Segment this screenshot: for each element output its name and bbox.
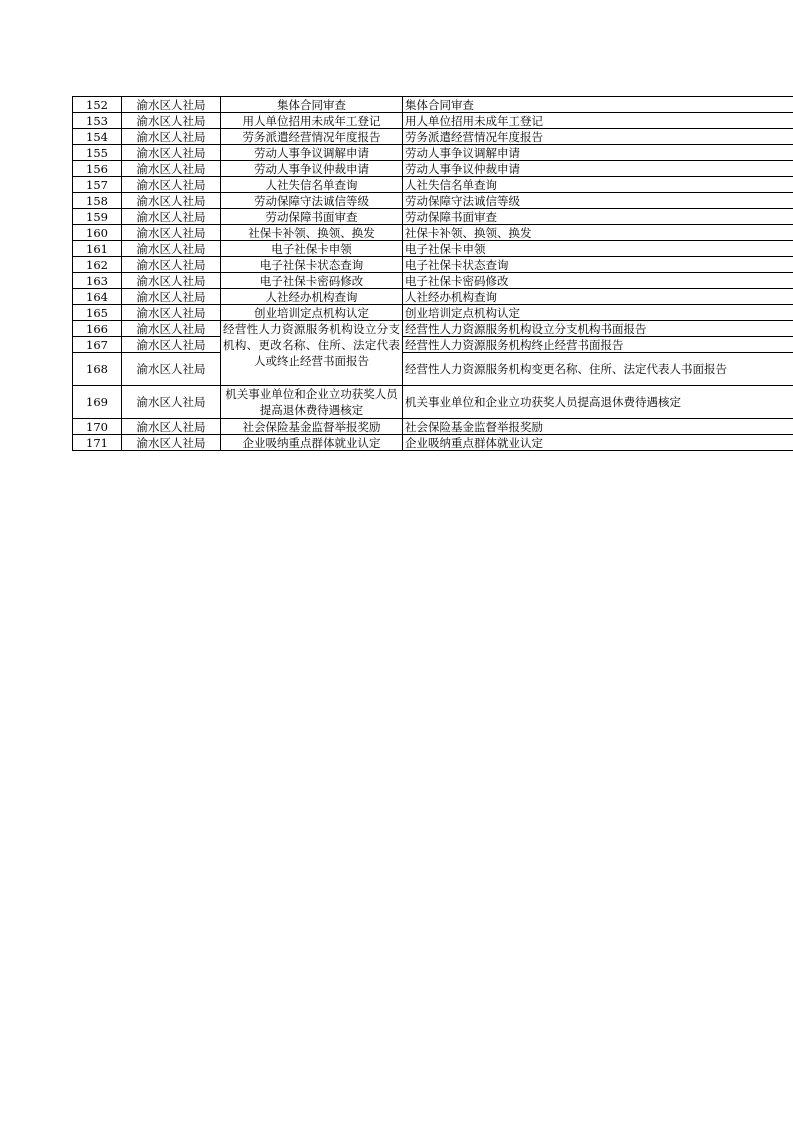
table-row xyxy=(73,97,793,113)
table-row xyxy=(73,241,793,257)
sub-item-cell: 企业吸纳重点群体就业认定 xyxy=(403,435,793,451)
item-name-cell: 用人单位招用未成年工登记 xyxy=(221,113,403,129)
service-item-table xyxy=(72,96,793,451)
row-number: 170 xyxy=(73,419,122,435)
item-name-cell: 社会保险基金监督举报奖励 xyxy=(221,419,403,435)
department-cell: 渝水区人社局 xyxy=(122,289,221,305)
sub-item-cell: 人社经办机构查询 xyxy=(403,289,793,305)
item-name-cell: 劳动人事争议仲裁申请 xyxy=(221,161,403,177)
table-row xyxy=(73,161,793,177)
sub-item-cell: 用人单位招用未成年工登记 xyxy=(403,113,793,129)
item-name-cell: 电子社保卡状态查询 xyxy=(221,257,403,273)
sub-item-cell: 集体合同审查 xyxy=(403,97,793,113)
sub-item-cell: 电子社保卡申领 xyxy=(403,241,793,257)
row-number: 156 xyxy=(73,161,122,177)
department-cell: 渝水区人社局 xyxy=(122,386,221,419)
row-number: 160 xyxy=(73,225,122,241)
table-row xyxy=(73,273,793,289)
sub-item-cell: 经营性人力资源服务机构设立分支机构书面报告 xyxy=(403,321,793,337)
row-number: 163 xyxy=(73,273,122,289)
item-name-cell: 劳动保障守法诚信等级 xyxy=(221,193,403,209)
row-number: 154 xyxy=(73,129,122,145)
department-cell: 渝水区人社局 xyxy=(122,337,221,353)
table-row xyxy=(73,305,793,321)
sub-item-cell: 劳动人事争议仲裁申请 xyxy=(403,161,793,177)
item-name-cell: 社保卡补领、换领、换发 xyxy=(221,225,403,241)
merged-item-name-cell: 经营性人力资源服务机构设立分支机构、更改名称、住所、法定代表人或终止经营书面报告 xyxy=(221,321,403,386)
row-number: 157 xyxy=(73,177,122,193)
row-number: 169 xyxy=(73,386,122,419)
sub-item-cell: 劳动人事争议调解申请 xyxy=(403,145,793,161)
sub-item-cell: 劳动保障书面审查 xyxy=(403,209,793,225)
item-name-cell: 劳务派遣经营情况年度报告 xyxy=(221,129,403,145)
sub-item-cell: 经营性人力资源服务机构变更名称、住所、法定代表人书面报告 xyxy=(403,353,793,386)
sub-item-cell: 机关事业单位和企业立功获奖人员提高退休费待遇核定 xyxy=(403,386,793,419)
department-cell: 渝水区人社局 xyxy=(122,145,221,161)
table-row xyxy=(73,113,793,129)
item-name-cell: 电子社保卡密码修改 xyxy=(221,273,403,289)
table-row xyxy=(73,177,793,193)
row-number: 168 xyxy=(73,353,122,386)
department-cell: 渝水区人社局 xyxy=(122,193,221,209)
row-number: 159 xyxy=(73,209,122,225)
row-number: 152 xyxy=(73,97,122,113)
department-cell: 渝水区人社局 xyxy=(122,225,221,241)
department-cell: 渝水区人社局 xyxy=(122,209,221,225)
row-number: 164 xyxy=(73,289,122,305)
department-cell: 渝水区人社局 xyxy=(122,419,221,435)
sub-item-cell: 电子社保卡密码修改 xyxy=(403,273,793,289)
row-number: 153 xyxy=(73,113,122,129)
department-cell: 渝水区人社局 xyxy=(122,113,221,129)
sub-item-cell: 创业培训定点机构认定 xyxy=(403,305,793,321)
department-cell: 渝水区人社局 xyxy=(122,97,221,113)
row-number: 165 xyxy=(73,305,122,321)
row-number: 166 xyxy=(73,321,122,337)
item-name-cell: 集体合同审查 xyxy=(221,97,403,113)
table-row xyxy=(73,225,793,241)
row-number: 161 xyxy=(73,241,122,257)
sub-item-cell: 劳动保障守法诚信等级 xyxy=(403,193,793,209)
sub-item-cell: 经营性人力资源服务机构终止经营书面报告 xyxy=(403,337,793,353)
item-name-cell: 劳动人事争议调解申请 xyxy=(221,145,403,161)
sub-item-cell: 社会保险基金监督举报奖励 xyxy=(403,419,793,435)
row-number: 162 xyxy=(73,257,122,273)
table-row xyxy=(73,435,793,451)
sub-item-cell: 社保卡补领、换领、换发 xyxy=(403,225,793,241)
department-cell: 渝水区人社局 xyxy=(122,257,221,273)
table-row xyxy=(73,419,793,435)
row-number: 158 xyxy=(73,193,122,209)
department-cell: 渝水区人社局 xyxy=(122,161,221,177)
sub-item-cell: 劳务派遣经营情况年度报告 xyxy=(403,129,793,145)
sub-item-cell: 人社失信名单查询 xyxy=(403,177,793,193)
sub-item-cell: 电子社保卡状态查询 xyxy=(403,257,793,273)
item-name-cell: 人社经办机构查询 xyxy=(221,289,403,305)
department-cell: 渝水区人社局 xyxy=(122,129,221,145)
table-row xyxy=(73,353,793,386)
department-cell: 渝水区人社局 xyxy=(122,435,221,451)
department-cell: 渝水区人社局 xyxy=(122,241,221,257)
department-cell: 渝水区人社局 xyxy=(122,273,221,289)
table-row xyxy=(73,386,793,419)
table-row xyxy=(73,129,793,145)
table-row xyxy=(73,337,793,353)
department-cell: 渝水区人社局 xyxy=(122,305,221,321)
table-row xyxy=(73,193,793,209)
item-name-cell: 企业吸纳重点群体就业认定 xyxy=(221,435,403,451)
department-cell: 渝水区人社局 xyxy=(122,321,221,337)
table-row xyxy=(73,289,793,305)
item-name-cell: 创业培训定点机构认定 xyxy=(221,305,403,321)
item-name-cell: 人社失信名单查询 xyxy=(221,177,403,193)
table-row xyxy=(73,209,793,225)
row-number: 171 xyxy=(73,435,122,451)
department-cell: 渝水区人社局 xyxy=(122,353,221,386)
table-body xyxy=(73,97,793,451)
table-row xyxy=(73,257,793,273)
row-number: 155 xyxy=(73,145,122,161)
item-name-cell: 机关事业单位和企业立功获奖人员提高退休费待遇核定 xyxy=(221,386,403,419)
row-number: 167 xyxy=(73,337,122,353)
item-name-cell: 劳动保障书面审查 xyxy=(221,209,403,225)
table-row xyxy=(73,145,793,161)
item-name-cell: 电子社保卡申领 xyxy=(221,241,403,257)
table-row xyxy=(73,321,793,337)
department-cell: 渝水区人社局 xyxy=(122,177,221,193)
